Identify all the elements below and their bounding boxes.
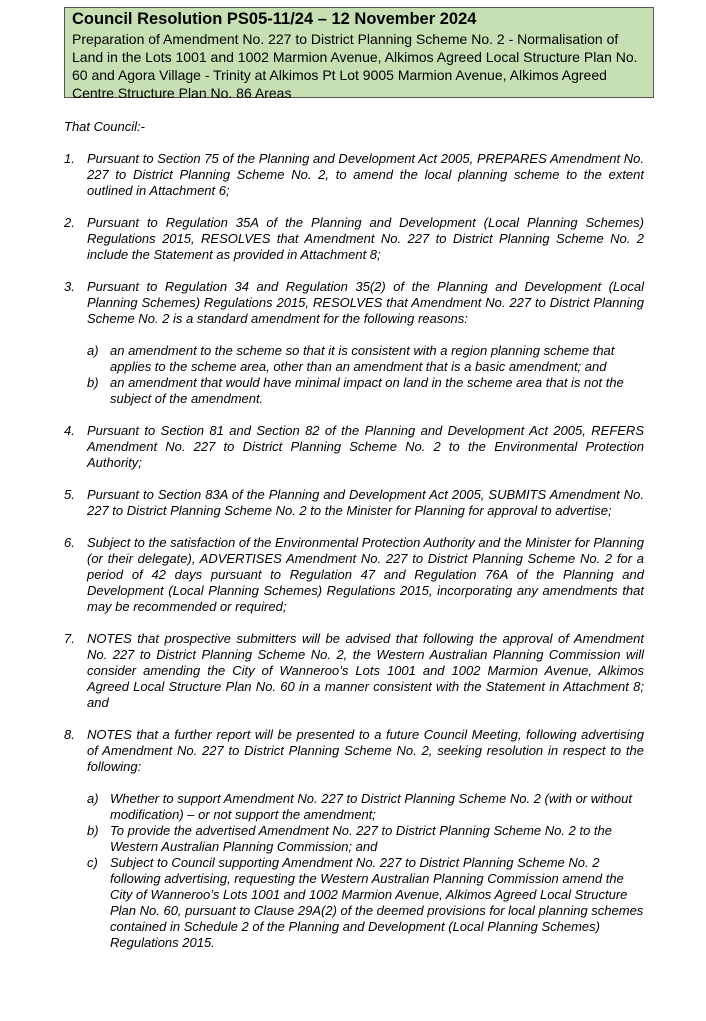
sub-item xyxy=(87,855,644,951)
item-number: 7. xyxy=(64,631,75,646)
item-text: NOTES that a further report will be presented to a future Council Meeting, following advertising of Amendment No. 227 to District Planning Scheme No. 2, seeking resolution in respect to the following: xyxy=(87,727,644,774)
resolution-item xyxy=(64,151,644,199)
resolution-item xyxy=(64,215,644,263)
item-number: 2. xyxy=(64,215,75,230)
resolution-list xyxy=(64,151,644,967)
intro-text: That Council:- xyxy=(64,119,145,134)
resolution-item xyxy=(64,535,644,615)
sub-item xyxy=(87,823,644,855)
item-text: Pursuant to Regulation 35A of the Planning and Development (Local Planning Schemes) Regulations 2015, RESOLVES that Amendment No. 227 to District Planning Scheme No. 2 include the Statement as provided in Attachment 8; xyxy=(87,215,644,262)
resolution-item xyxy=(64,631,644,711)
item-number: 1. xyxy=(64,151,75,166)
resolution-header xyxy=(64,7,654,101)
sub-item xyxy=(87,343,644,375)
sub-item-letter: a) xyxy=(87,343,99,358)
item-number: 6. xyxy=(64,535,75,550)
sub-item-text: an amendment to the scheme so that it is consistent with a region planning scheme that applies to the scheme area, other than an amendment that is a basic amendment; and xyxy=(110,343,615,374)
sub-item xyxy=(87,375,644,407)
sub-list xyxy=(87,343,644,407)
item-text: Pursuant to Section 75 of the Planning and Development Act 2005, PREPARES Amendment No. 227 to District Planning Scheme No. 2, to amend the local planning scheme to the extent outlined in Attachment 6; xyxy=(87,151,644,198)
item-text: Pursuant to Section 81 and Section 82 of the Planning and Development Act 2005, REFERS Amendment No. 227 to District Planning Scheme No. 2 to the Environmental Protection Authority; xyxy=(87,423,644,470)
item-text: Pursuant to Section 83A of the Planning and Development Act 2005, SUBMITS Amendment No. 227 to District Planning Scheme No. 2 to the Minister for Planning for approval to advertise; xyxy=(87,487,644,518)
resolution-item xyxy=(64,727,644,951)
item-number: 8. xyxy=(64,727,75,742)
item-text: Pursuant to Regulation 34 and Regulation 35(2) of the Planning and Development (Local Planning Schemes) Regulations 2015, RESOLVES that Amendment No. 227 to District Planning Scheme No. 2 is a standard amendment for the following reasons: xyxy=(87,279,644,326)
sub-item-letter: a) xyxy=(87,791,99,806)
resolution-item xyxy=(64,423,644,471)
resolution-item xyxy=(64,279,644,407)
sub-item-text: To provide the advertised Amendment No. 227 to District Planning Scheme No. 2 to the Western Australian Planning Commission; and xyxy=(110,823,612,854)
item-number: 4. xyxy=(64,423,75,438)
item-number: 5. xyxy=(64,487,75,502)
resolution-item xyxy=(64,487,644,519)
item-text: Subject to the satisfaction of the Environmental Protection Authority and the Minister for Planning (or their delegate), ADVERTISES Amendment No. 227 to District Planning Scheme No. 2 for a period of 42 days pursuant to Regulation 47 and Regulation 76A of the Planning and Development (Local Planning Schemes) Regulations 2015, incorporating any amendments that may be recommended or required; xyxy=(87,535,644,614)
sub-item xyxy=(87,791,644,823)
sub-item-text: Whether to support Amendment No. 227 to District Planning Scheme No. 2 (with or without modification) – or not support the amendment; xyxy=(110,791,632,822)
sub-item-letter: b) xyxy=(87,823,99,838)
resolution-subtitle: Preparation of Amendment No. 227 to District Planning Scheme No. 2 - Normalisation of Land in the Lots 1001 and 1002 Marmion Avenue, Alkimos Agreed Local Structure Plan No. 60 and Agora Village - Trinity at Alkimos Pt Lot 9005 Marmion Avenue, Alkimos Agreed Centre Structure Plan No. 86 Areas xyxy=(72,31,638,101)
sub-item-letter: b) xyxy=(87,375,99,390)
item-number: 3. xyxy=(64,279,75,294)
sub-item-text: Subject to Council supporting Amendment No. 227 to District Planning Scheme No. 2 following advertising, requesting the Western Australian Planning Commission amend the City of Wanneroo’s Lots 1001 and 1002 Marmion Avenue, Alkimos Agreed Local Structure Plan No. 60, pursuant to Clause 29A(2) of the deemed provisions for local planning schemes contained in Schedule 2 of the Planning and Development (Local Planning Schemes) Regulations 2015. xyxy=(110,855,644,950)
resolution-title: Council Resolution PS05-11/24 – 12 November 2024 xyxy=(72,10,477,28)
sub-item-text: an amendment that would have minimal impact on land in the scheme area that is not the subject of the amendment. xyxy=(110,375,624,406)
sub-list xyxy=(87,791,644,951)
item-text: NOTES that prospective submitters will be advised that following the approval of Amendment No. 227 to District Planning Scheme No. 2, the Western Australian Planning Commission will consider amending the City of Wanneroo’s Lots 1001 and 1002 Marmion Avenue, Alkimos Agreed Local Structure Plan No. 60 in a manner consistent with the Statement in Attachment 8; and xyxy=(87,631,644,710)
sub-item-letter: c) xyxy=(87,855,98,870)
